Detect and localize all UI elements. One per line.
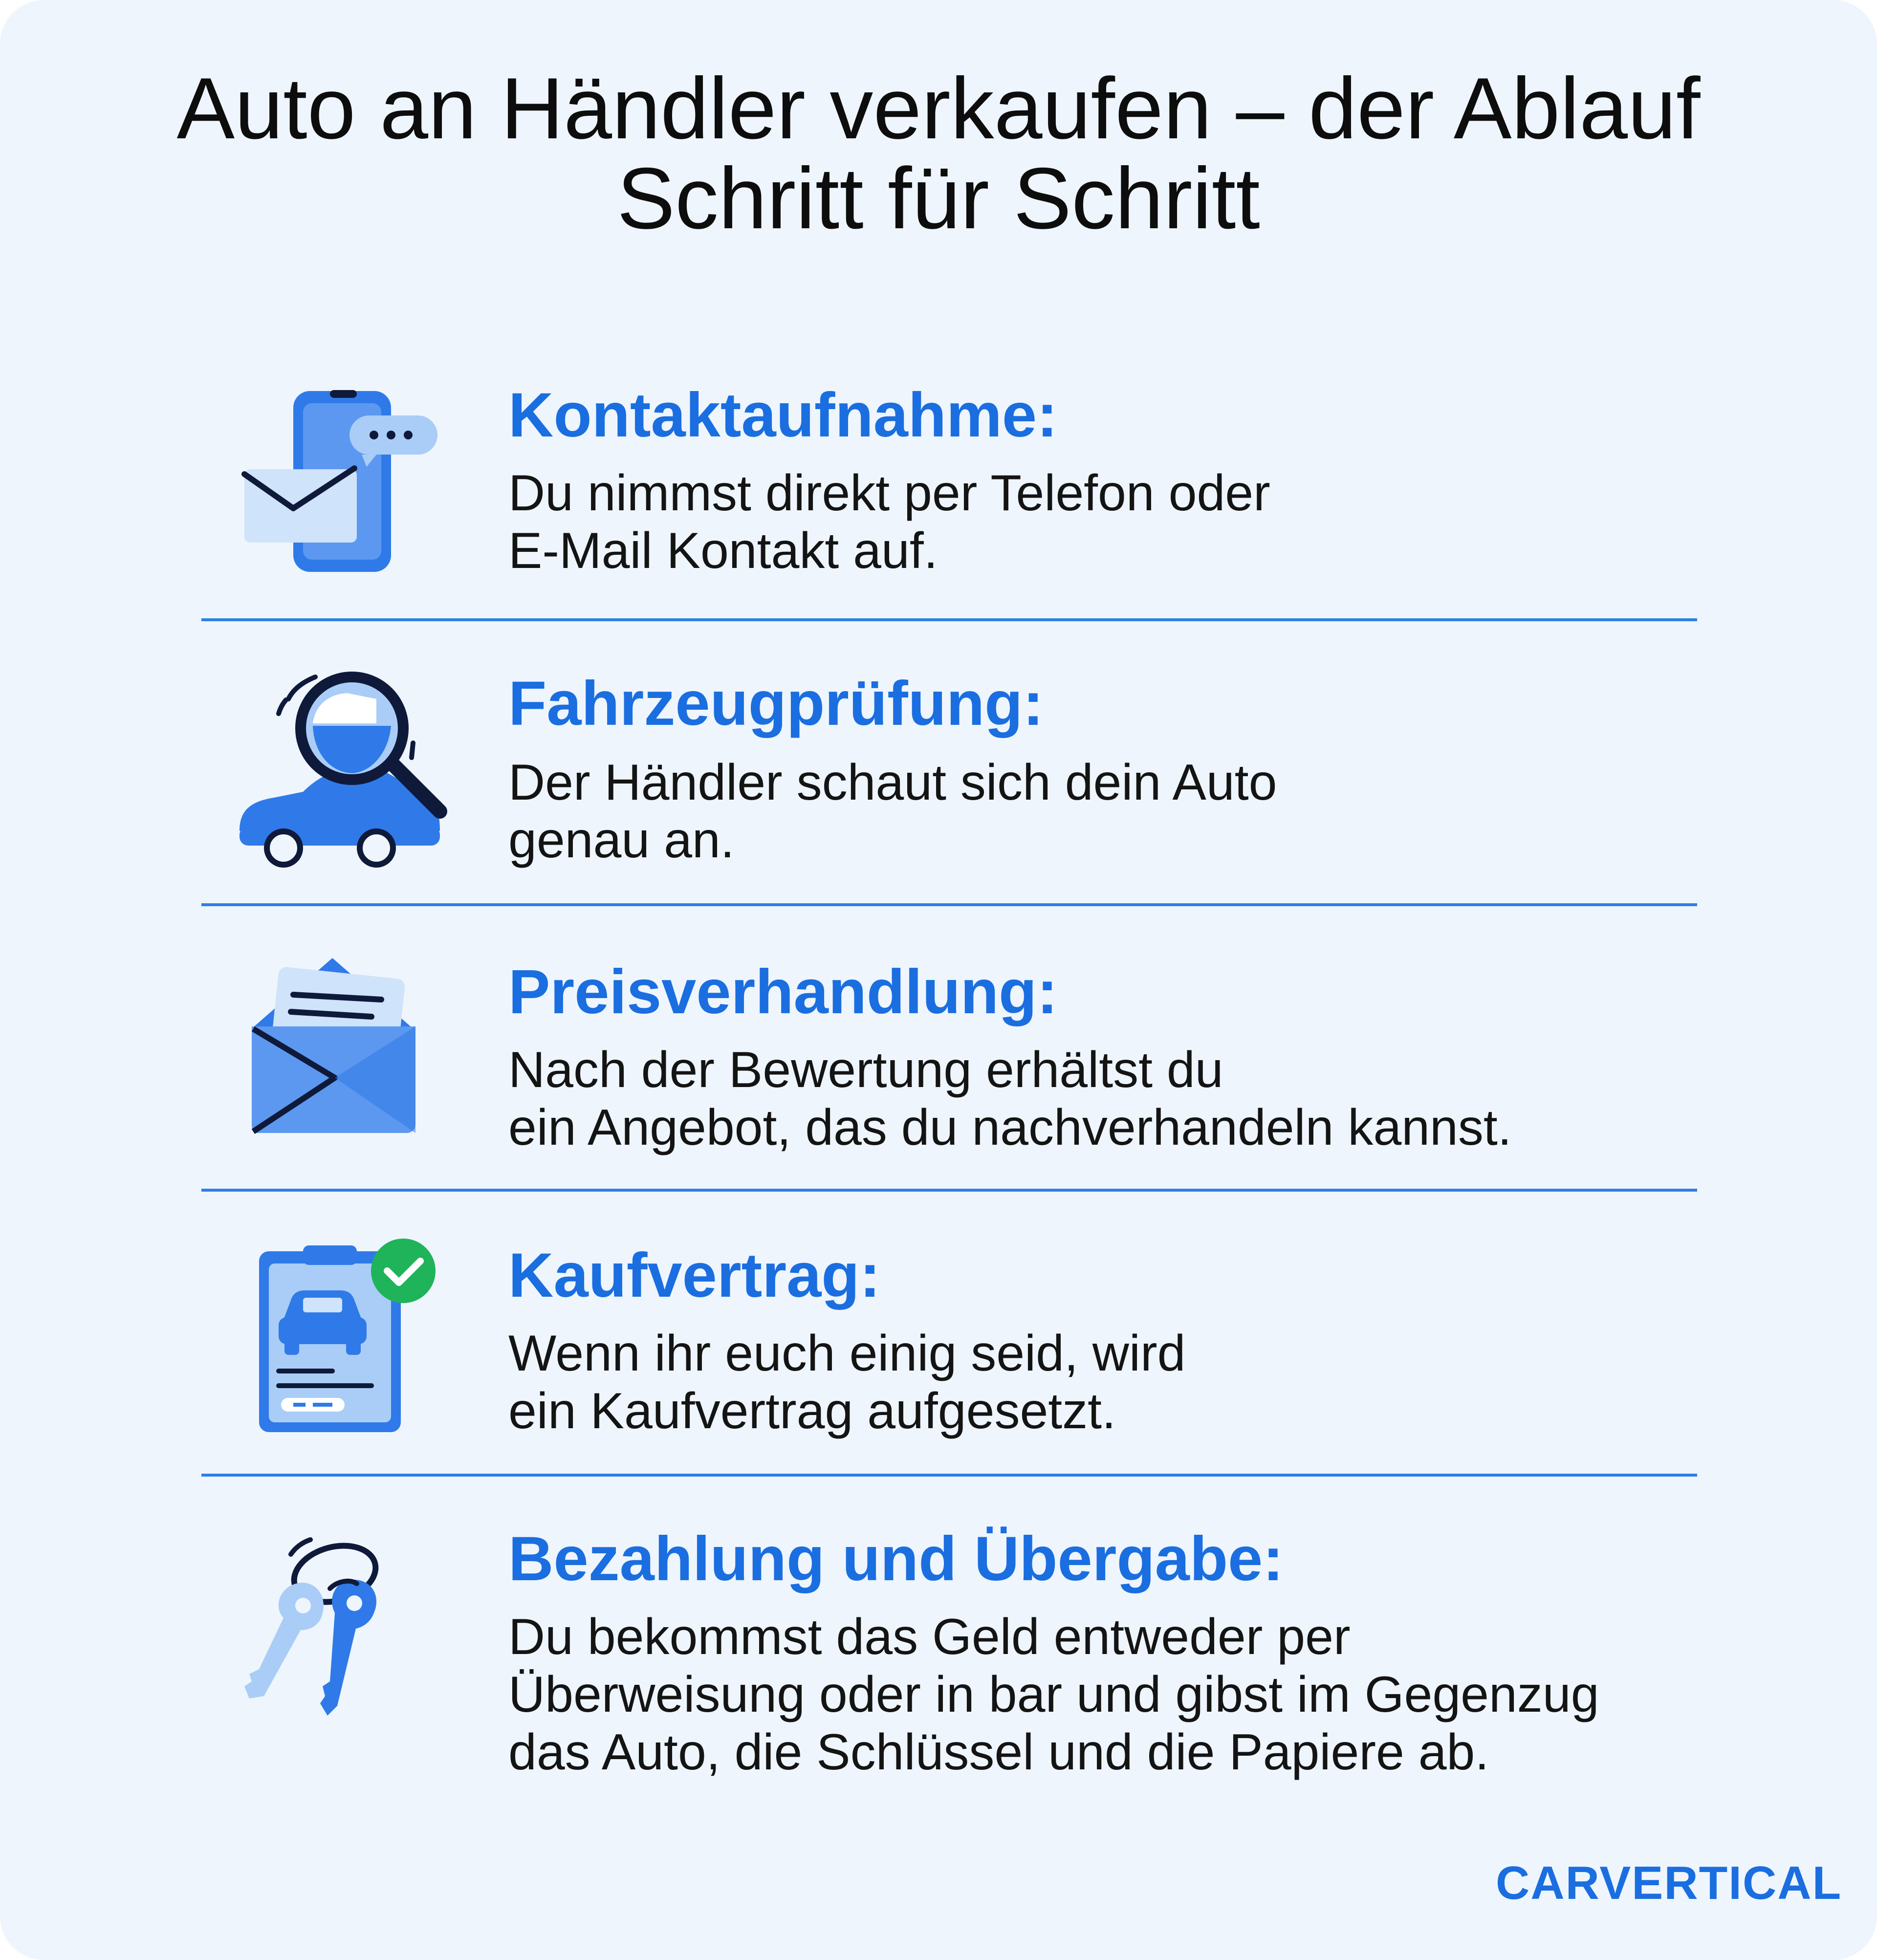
step-description-line: ein Kaufvertrag aufgesetzt. (508, 1383, 1116, 1439)
step-heading: Preisverhandlung: (508, 957, 1058, 1027)
step-description (508, 1325, 1185, 1440)
step-description-line: E-Mail Kontakt auf. (508, 523, 938, 579)
car-keys-icon (230, 1535, 455, 1740)
step-description-line: Der Händler schaut sich dein Auto (508, 754, 1277, 811)
step-description-line: Überweisung oder in bar und gibst im Gegenzug (508, 1666, 1599, 1723)
carvertical-logo: CARVERTICAL (1496, 1857, 1842, 1909)
step-description-line: Du bekommst das Geld entweder per (508, 1609, 1351, 1665)
step-description-line: Du nimmst direkt per Telefon oder (508, 465, 1270, 522)
title-line-1: Auto an Händler verkaufen – der Ablauf (176, 60, 1701, 157)
divider (201, 1189, 1697, 1192)
divider (201, 903, 1697, 906)
step-description (508, 754, 1277, 869)
step-description-line: genau an. (508, 812, 735, 869)
phone-message-icon (230, 381, 455, 587)
envelope-offer-icon (230, 948, 455, 1154)
contract-check-icon (230, 1237, 455, 1442)
step-heading: Fahrzeugprüfung: (508, 669, 1044, 739)
step-heading: Kontaktaufnahme: (508, 380, 1058, 450)
step-description-line: Wenn ihr euch einig seid, wird (508, 1325, 1186, 1382)
divider (201, 1474, 1697, 1477)
step-description (508, 1608, 1599, 1781)
step-description-line: Nach der Bewertung erhältst du (508, 1042, 1223, 1098)
car-magnifier-icon (230, 670, 455, 875)
divider (201, 618, 1697, 621)
step-description-line: das Auto, die Schlüssel und die Papiere ab. (508, 1724, 1489, 1781)
step-heading: Kaufvertrag: (508, 1241, 881, 1310)
step-description (508, 1041, 1512, 1156)
title-line-2: Schritt für Schritt (617, 150, 1260, 247)
step-description-line: ein Angebot, das du nachverhandeln kannst. (508, 1099, 1512, 1156)
step-description (508, 464, 1270, 580)
step-heading: Bezahlung und Übergabe: (508, 1524, 1284, 1594)
